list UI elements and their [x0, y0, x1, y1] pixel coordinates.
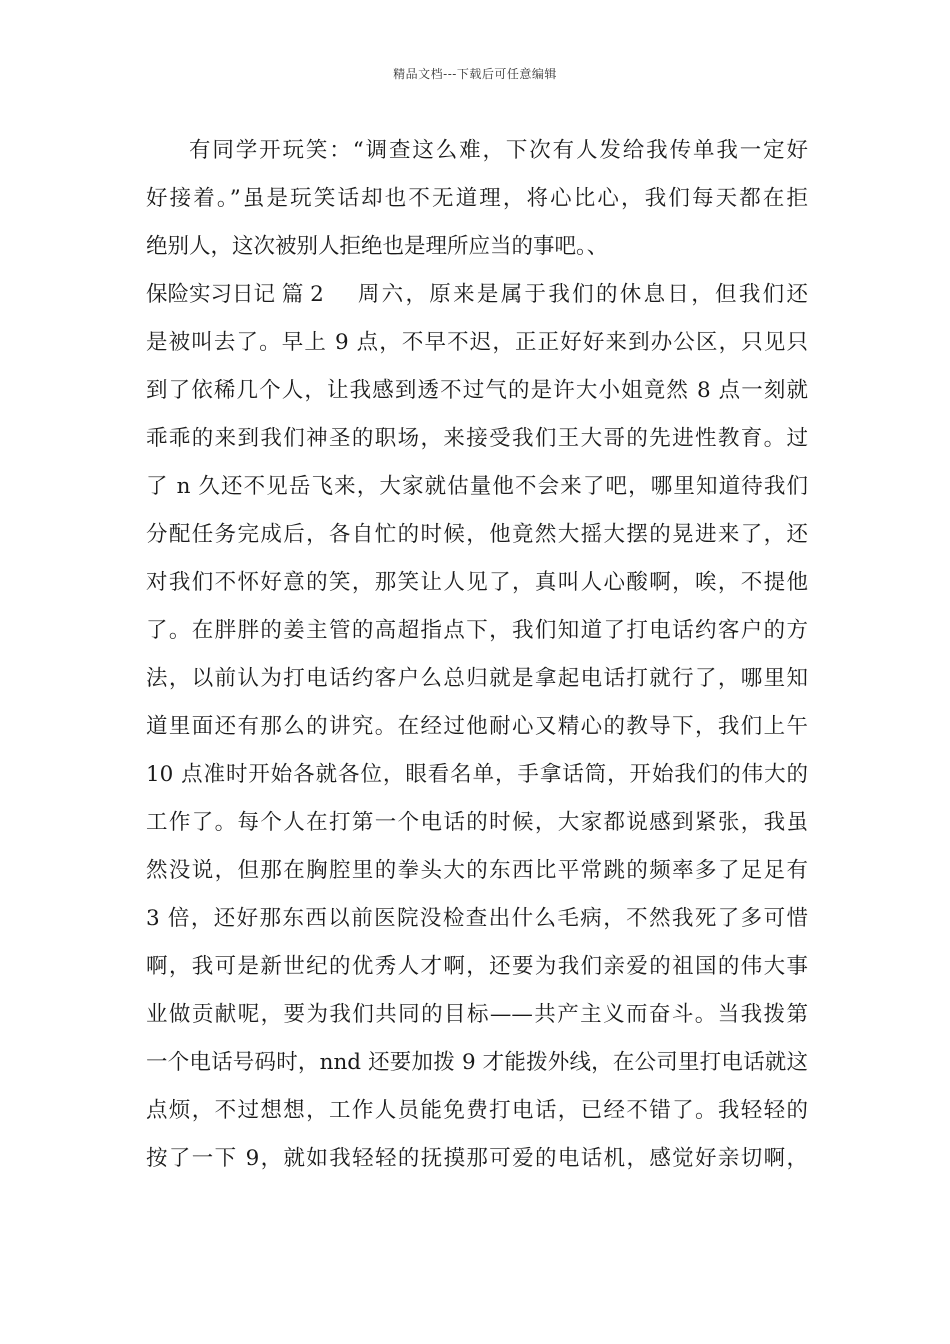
text-line: 乖乖的来到我们神圣的职场，来接受我们王大哥的先进性教育。过 — [146, 426, 808, 451]
text-line: 3 倍，还好那东西以前医院没检查出什么毛病，不然我死了多可惜 — [146, 906, 808, 931]
text-line: 然没说，但那在胸腔里的拳头大的东西比平常跳的频率多了足足有 — [146, 858, 808, 883]
text-line: 按了一下 9，就如我轻轻的抚摸那可爱的电话机，感觉好亲切啊， — [146, 1146, 808, 1171]
document-body — [146, 127, 808, 1183]
text-line: 点烦，不过想想，工作人员能免费打电话，已经不错了。我轻轻的 — [146, 1098, 808, 1123]
page-header: 精品文档---下载后可任意编辑 — [393, 67, 557, 81]
paragraph-1 — [146, 127, 808, 271]
text-line: 对我们不怀好意的笑，那笑让人见了，真叫人心酸啊，唉，不提他 — [146, 570, 808, 595]
text-line: 一个电话号码时，nnd 还要加拨 9 才能拨外线，在公司里打电话就这 — [146, 1050, 808, 1075]
text-line: 工作了。每个人在打第一个电话的时候，大家都说感到紧张，我虽 — [146, 810, 808, 835]
text-line: 了。在胖胖的姜主管的高超指点下，我们知道了打电话约客户的方 — [146, 618, 808, 643]
text-line: 周六，原来是属于我们的休息日，但我们还 — [357, 282, 808, 307]
text-line: 10 点准时开始各就各位，眼看名单，手拿话筒，开始我们的伟大的 — [146, 762, 808, 787]
text-line: 业做贡献呢，要为我们共同的目标——共产主义而奋斗。当我拨第 — [146, 1002, 808, 1027]
section-title: 保险实习日记 篇 2 — [146, 282, 324, 307]
section-2 — [146, 271, 808, 1183]
text-line: 啊，我可是新世纪的优秀人才啊，还要为我们亲爱的祖国的伟大事 — [146, 954, 808, 979]
text-line: 到了依稀几个人，让我感到透不过气的是许大小姐竟然 8 点一刻就 — [146, 378, 808, 403]
text-line: 是被叫去了。早上 9 点，不早不迟，正正好好来到办公区，只见只 — [146, 330, 808, 355]
text-line: 了 n 久还不见岳飞来，大家就估量他不会来了吧，哪里知道待我们 — [146, 474, 808, 499]
text-line: 有同学开玩笑：“调查这么难，下次有人发给我传单我一定好 — [189, 138, 808, 163]
text-line: 好接着。”虽是玩笑话却也不无道理，将心比心，我们每天都在拒 — [146, 186, 808, 211]
text-line: 道里面还有那么的讲究。在经过他耐心又精心的教导下，我们上午 — [146, 714, 808, 739]
text-line: 法，以前认为打电话约客户么总归就是拿起电话打就行了，哪里知 — [146, 666, 808, 691]
text-line: 绝别人，这次被别人拒绝也是理所应当的事吧。、 — [146, 234, 609, 259]
text-line: 分配任务完成后，各自忙的时候，他竟然大摇大摆的晃进来了，还 — [146, 522, 808, 547]
section-heading-line — [146, 271, 808, 319]
